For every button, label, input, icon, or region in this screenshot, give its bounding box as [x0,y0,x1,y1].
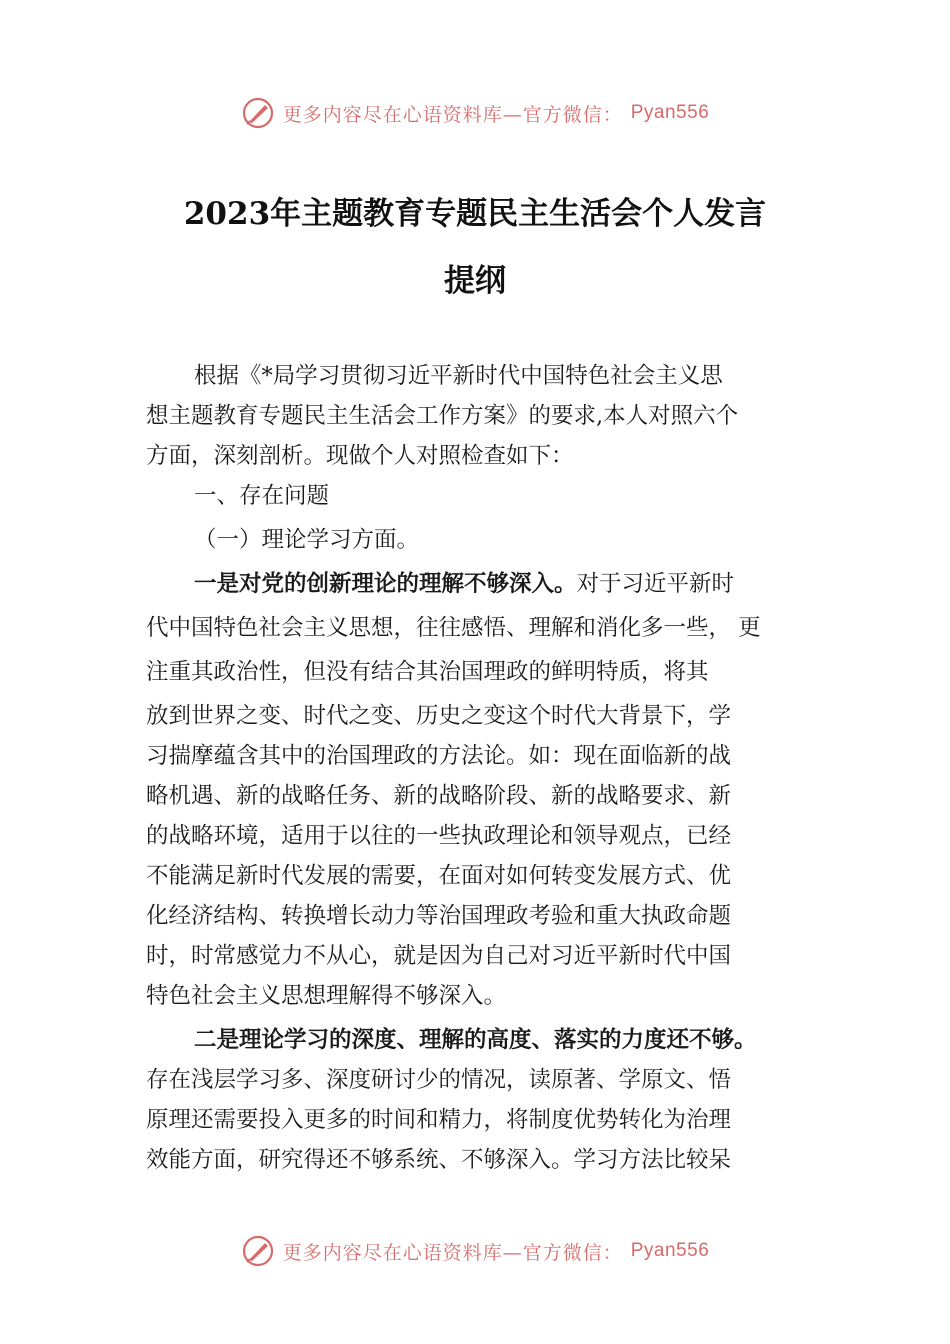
body-line: 放到世界之变、时代之变、历史之变这个时代大背景下，学 [146,703,732,729]
body-line: 方面，深刻剖析。现做个人对照检查如下： [146,443,574,469]
body-line: 略机遇、新的战略任务、新的战略阶段、新的战略要求、新 [146,783,732,809]
body-line: 效能方面，研究得还不够系统、不够深入。学习方法比较呆 [146,1147,732,1173]
quill-logo-icon [241,1234,275,1268]
point-1-lead [146,564,816,604]
body-line: 代中国特色社会主义思想，往往感悟、理解和消化多一些， 更 [146,615,761,641]
document-title-line-2: 提纲 [444,263,506,299]
watermark-text: 更多内容尽在心语资料库—官方微信： [282,1241,623,1264]
body-line: 习揣摩蕴含其中的治国理政的方法论。如：现在面临新的战 [146,743,732,769]
body-line: 根据《*局学习贯彻习近平新时代中国特色社会主义思 [194,363,723,389]
watermark-text: 更多内容尽在心语资料库—官方微信： [282,103,623,126]
section-heading: 一、存在问题 [194,483,330,509]
point-1-bold: 一是对党的创新理论的理解不够深入。 [194,571,577,597]
point-2-heading [146,1020,816,1060]
document-title-line-1: 2023年主题教育专题民主生活会个人发言 [183,196,767,232]
body-line: 想主题教育专题民主生活会工作方案》的要求,本人对照六个 [146,403,739,429]
document-body [146,356,816,1180]
body-line: 时，时常感觉力不从心，就是因为自己对习近平新时代中国 [146,943,732,969]
footer-watermark [0,1234,950,1268]
quill-logo-icon [241,96,275,130]
point-2-bold: 二是理论学习的深度、理解的高度、落实的力度还不够。 [194,1027,757,1053]
header-watermark [0,96,950,130]
body-line: 注重其政治性，但没有结合其治国理政的鲜明特质，将其 [146,659,709,685]
body-line: 存在浅层学习多、深度研讨少的情况，读原著、学原文、悟 [146,1067,732,1093]
watermark-wechat-id: Pyan556 [630,102,710,123]
body-line: 特色社会主义思想理解得不够深入。 [146,983,507,1009]
body-line: 的战略环境，适用于以往的一些执政理论和领导观点，已经 [146,823,732,849]
watermark-wechat-id: Pyan556 [630,1240,710,1261]
subsection-heading: （一）理论学习方面。 [194,527,420,553]
body-line: 化经济结构、转换增长动力等治国理政考验和重大执政命题 [146,903,732,929]
body-line: 不能满足新时代发展的需要，在面对如何转变发展方式、优 [146,863,732,889]
point-1-text: 对于习近平新时 [576,571,735,597]
body-line: 原理还需要投入更多的时间和精力，将制度优势转化为治理 [146,1107,732,1133]
